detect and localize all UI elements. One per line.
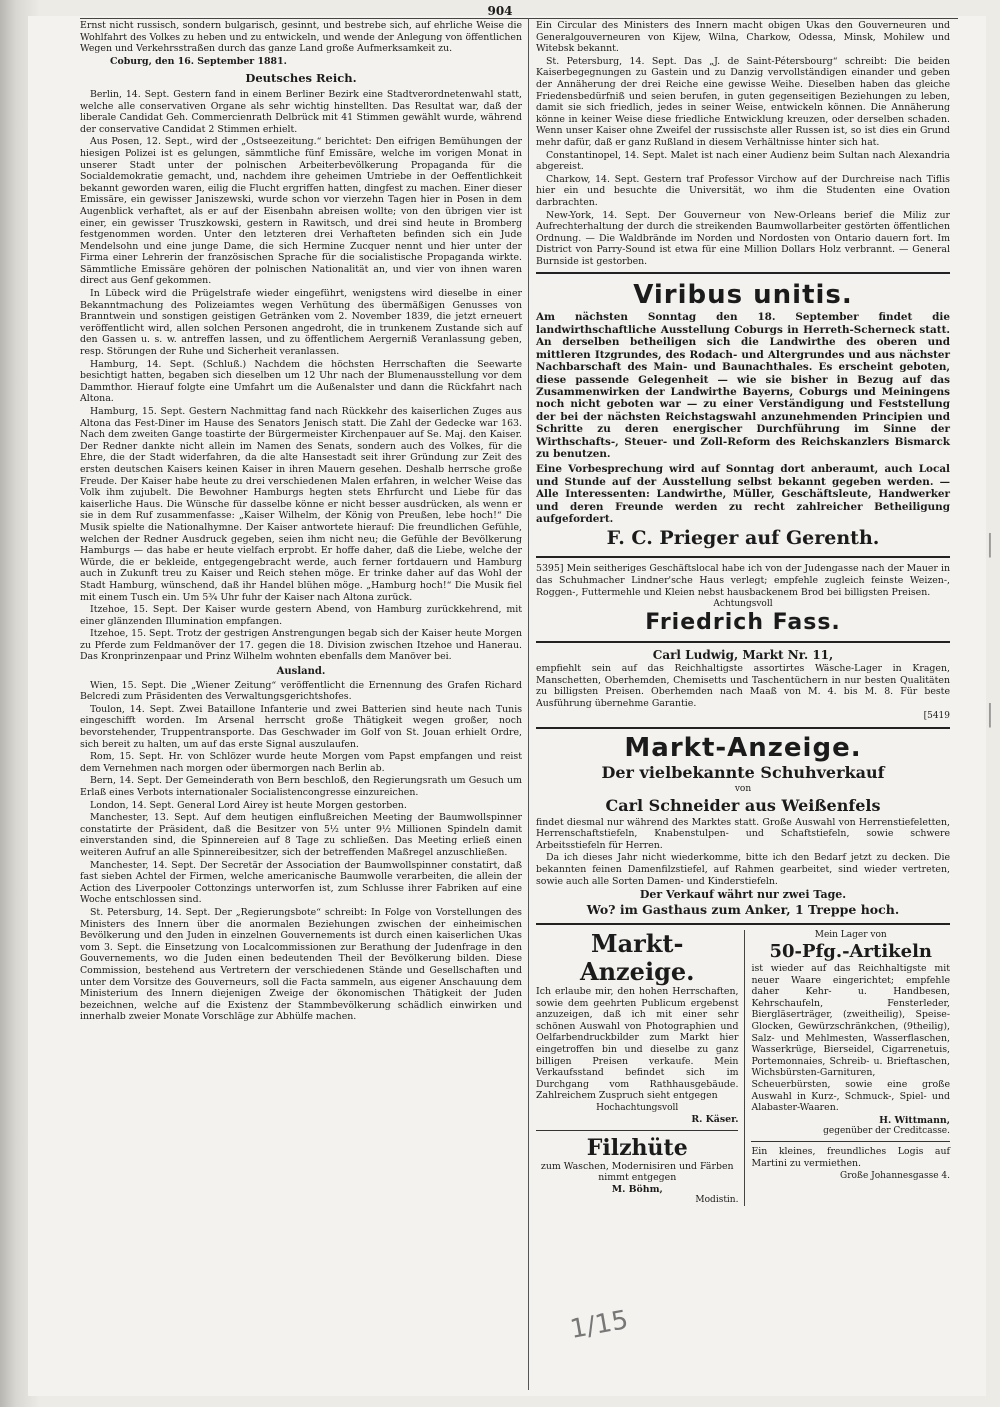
ludwig-text: empfiehlt sein auf das Reichhaltigste assortirtes Wäsche-Lager in Kragen, Manschetten, Oberhemden, Chemisetts und Taschentüchern in nur besten Qualitäten zu billigsten Preisen. Oberhemden nach Maaß von M. 4. bis M. 8. Für beste Ausführung übernehme Garantie. [536,663,950,709]
news-circular: Ein Circular des Ministers des Innern macht obigen Ukas den Gouverneuren und Generalgouverneuren von Kijew, Wilna, Charkow, Odessa, Minsk, Mohilew und Witebsk bekannt. [536,20,950,55]
news-charkow: Charkow, 14. Sept. Gestern traf Professor Virchow auf der Durchreise nach Tiflis hier ein und besuchte die Universität, wo ihm die Studenten eine Ovation darbrachten. [536,173,950,208]
section-heading-reich: Deutsches Reich. [245,71,357,86]
ad-separator [536,641,950,643]
lager-ad [744,930,950,1206]
news-bern: Bern, 14. Sept. Der Gemeinderath von Bern beschloß, den Regierungsrath um Gesuch um Erlaß eines Verbots internationaler Socialistencongresse einzureichen. [80,775,522,798]
ad-separator [536,923,950,925]
news-manchester-1: Manchester, 13. Sept. Auf dem heutigen einflußreichen Meeting der Baumwollspinner constatirte der Präsident, daß die Besitzer von 5½ unter 9½ Millionen Spindeln damit einverstanden sind, die Spinnereien auf 8 Tage zu schließen. Das Meeting erließ einen weiteren Aufruf an alle Spinnereibesitzer, sich der betreffenden Maßregel anzuschließen. [80,812,522,858]
news-petersburg-2: St. Petersburg, 14. Sept. Das „J. de Saint-Pétersbourg“ schreibt: Die beiden Kaiserbegegnungen zu Gastein und zu Danzig vervollständigen einander und geben der Annäherung der drei Reiche eine gewisse Weihe. Dieselben haben das gleiche Friedensbedürfniß und seien berufen, in guten gegenseitigen Beziehungen zu leben, damit sie sich friedlich, jedes in seiner Weise, entwickeln können. Die Annäherung könne in keiner Weise diese friedliche Entwicklung kreuzen, oder derselben schaden. Wenn unser Kaiser ohne Zweifel der russischste aller Russen ist, so ist dies ein Grund mehr dafür, daß er ganz Rußland in diesem Verhältnisse hinter sich hat. [536,55,950,148]
ad-separator [751,1141,950,1142]
markt2-ad [536,930,738,1206]
markt1-text-2: Da ich dieses Jahr nicht wiederkomme, bitte ich den Bedarf jetzt zu decken. Die bekannten feinen Damenfilzstiefel, auf Rahmen gearbeitet, sind wieder vertreten, sowie auch alle Sorten Damen- und Kinderstiefeln. [536,852,950,887]
ludwig-ref: [5419 [923,710,950,721]
news-itzehoe-2: Itzehoe, 15. Sept. Trotz der gestrigen Anstrengungen begab sich der Kaiser heute Morgen zu Pferde zum Feldmanöver der 17. gegen die 18. Division zwischen Itzehoe und Hanerau. Das Kronprinzenpaar und Prinz Wilhelm wohnten ebenfalls dem Manöver bei. [80,628,522,663]
markt2-name: R. Käser. [691,1114,739,1126]
margin-mark: | [985,530,994,558]
news-posen: Aus Posen, 12. Sept., wird der „Ostseezeitung.“ berichtet: Den eifrigen Bemühungen der hiesigen Polizei ist es gelungen, sämmtliche fünf Emissäre, welche im vorigen Monat in unserer Stadt unter der polnischen Arbeiterbevölkerung Propaganda für die Socialdemokratie gemacht, und, nachdem ihre geheimen Umtriebe in der Oeffentlichkeit bekannt geworden waren, eilig die Flucht ergriffen hatten, dingfest zu machen. Einer dieser Emissäre, ein gewisser Janiszewski, wurde schon vor vierzehn Tagen hier in Posen in dem Augenblick verhaftet, als er auf der Eisenbahn abreisen wollte; von den übrigen vier ist einer, ein gewisser Truszkowski, gestern in Rawitsch, und drei sind heute in Bromberg festgenommen worden. Unter den letzteren drei Verhafteten befinden sich ein Jude Mendelsohn und eine junge Dame, die sich Hermine Zucquer nennt und hier unter der Firma einer Lehrerin der französischen Sprache für die socialistische Propaganda wirkte. Sämmtliche Emissäre gehören der polnischen Nationalität an, und vier von ihnen waren direct aus Genf gekommen. [80,136,522,287]
date-line: Coburg, den 16. September 1881. [110,55,287,67]
article-intro: Ernst nicht russisch, sondern bulgarisch, gesinnt, und bestrebe sich, auf ehrliche Weise die Wohlfahrt des Volkes zu heben und zu entwickeln, und wende der Anlegung von öffentlichen Wegen und Verkehrsstraßen durch das ganze Land große Aufmerksamkeit zu. [80,20,522,55]
lager-title: 50-Pfg.-Artikeln [769,941,933,963]
news-hamburg-1: Hamburg, 14. Sept. (Schluß.) Nachdem die höchsten Herrschaften die Seewarte besichtigt hatten, begaben sich dieselben um 12 Uhr nach der Blumenausstellung vor dem Dammthor. Hierauf folgte eine Umfahrt um die Außenalster und dann die Rückfahrt nach Altona. [80,358,522,405]
logis-address: Große Johannesgasse 4. [840,1170,950,1181]
right-column [536,20,950,1206]
markt2-greeting: Hochachtungsvoll [596,1103,679,1114]
ad-separator [536,727,950,729]
ad-separator [536,556,950,558]
bottom-ads [536,930,950,1206]
news-petersburg: St. Petersburg, 14. Sept. Der „Regierungsbote“ schreibt: In Folge von Vorstellungen des Ministers des Innern über die anormalen Beziehungen zwischen der einheimischen Bevölkerung und den Juden in einzelnen Gouvernements ist durch einen kaiserlichen Ukas vom 3. Sept. die Einsetzung von Localcommissionen zur Berathung der Judenfrage in den Gouvernements, wo die Juden einen bedeutenden Theil der Bevölkerung bilden. Diese Commission, bestehend aus Vertretern der verschiedenen Stände und Gesellschaften und unter dem Vorsitze des Gouverneurs, soll die Facta sammeln, aus eigener Anschauung dem Ministerium des Innern diejenigen Zweige der ökonomischen Thätigkeit der Juden bezeichnen, welche auf die Existenz der Stammbevölkerung schädlich einwirken und innerhalb zweier Monate Vorschläge zur Abhülfe machen. [80,906,522,1023]
news-hamburg-2: Hamburg, 15. Sept. Gestern Nachmittag fand nach Rückkehr des kaiserlichen Zuges aus Altona das Fest-Diner im Hause des Senators Jenisch statt. Die Zahl der Gedecke war 163. Nach dem zweiten Gange toastirte der Bürgermeister Kirchenpauer auf Se. Maj. den Kaiser. Der Redner dankte nicht allein im Namen des Senats, sondern auch des Volkes, für die Ehre, die der Stadt widerfahren, da die alte Hansestadt seit ihrer Gründung zur Zeit des ersten deutschen Kaisers keinen Kaiser in ihren Mauern gesehen. Deshalb herrsche große Freude. Der Kaiser habe heute zu drei verschiedenen Malen erfahren, in welcher Weise das Volk ihm zujubelt. Die Bewohner Hamburgs hegten stets Ehrfurcht und Liebe für das kaiserliche Haus. Die Wünsche für dasselbe könne er nicht besser ausdrücken, als wenn er sie in dem Ruf zusammenfasse: „Kaiser Wilhelm, der König von Preußen, lebe hoch!“ Die Musik spielte die Nationalhymne. Der Kaiser antwortete hierauf: Die freundlichen Gefühle, welchen der Redner Ausdruck gegeben, seien ihm nicht neu; die Gefühle der Bevölkerung Hamburgs — das habe er heute vielfach erprobt. Er hoffe daher, daß die Liebe, welche der Würde, die er bekleide, entgegengebracht werde, auch ferner fortdauern und Hamburg auch in Zukunft treu zu Kaiser und Reich stehen möge. Er trinke daher auf das Wohl der Stadt Hamburg, wünschend, daß ihr Handel blühen möge. „Hamburg hoch!“ Die Musik fiel mit einem Tusch ein. Um 5¾ Uhr fuhr der Kaiser nach Altona zurück. [80,406,522,603]
markt2-text: Ich erlaube mir, den hohen Herrschaften, sowie dem geehrten Publicum ergebenst anzuzeigen, daß ich mit einer sehr schönen Auswahl von Photographien und Oelfarbendruckbilder zum Markt hier eingetroffen bin und dieselbe zu ganz billigen Preisen verkaufe. Mein Verkaufsstand befindet sich im Durchgang vom Rathhausgebäude. Zahlreichem Zuspruch sieht entgegen [536,986,739,1102]
markt1-duration: Der Verkauf währt nur zwei Tage. [639,888,847,902]
news-luebeck: In Lübeck wird die Prügelstrafe wieder eingeführt, wenigstens wird dieselbe in einer Bekanntmachung des Polizeiamtes wegen Verhütung des übermäßigen Genusses von Branntwein und sonstigen geistigen Getränken vom 2. November 1839, die jetzt erneuert veröffentlicht wird, allen solchen Personen angedroht, die in trunkenem Zustande sich auf den Gassen u. s. w. antreffen lassen, und zu öffentlichem Aergerniß Veranlassung geben, resp. Störungen der Ruhe und Sicherheit veranlassen. [80,288,522,358]
ludwig-name: Carl Ludwig, Markt Nr. 11, [652,648,834,663]
logis-text: Ein kleines, freundliches Logis auf Martini zu vermiethen. [751,1146,950,1169]
markt1-title: Markt-Anzeige. [624,732,862,763]
markt1-subtitle: Der vielbekannte Schuhverkauf [601,762,885,782]
viribus-title: Viribus unitis. [633,280,853,311]
filz-role: Modistin. [695,1195,739,1206]
markt1-text: findet diesmal nur während des Marktes statt. Große Auswahl von Herrenstiefeletten, Herrenschaftstiefeln, Knabenstulpen- und Schaftstiefeln, sowie schwere Arbeitsstiefeln für Herren. [536,816,950,851]
page-number: 904 [487,4,513,18]
news-manchester-2: Manchester, 14. Sept. Der Secretär der Association der Baumwollspinner constatirt, daß fast sieben Achtel der Firmen, welche americanische Baumwolle verarbeiten, die allein der Action des Liverpooler Cottonzings unterworfen ist, zum Schlusse ihrer Fabriken auf eine Woche entschlossen sind. [80,859,522,906]
viribus-signature: F. C. Prieger auf Gerenth. [606,527,880,550]
lager-top: Mein Lager von [814,930,887,941]
pencil-mark: 1/15 [567,1305,631,1345]
column-divider [528,18,529,1390]
markt1-von: von [734,783,752,794]
news-berlin: Berlin, 14. Sept. Gestern fand in einem Berliner Bezirk eine Stadtverordnetenwahl statt, welche alle conservativen Organe als sehr wichtig hinstellten. Das Resultat war, daß der liberale Candidat Geh. Commercienrath Delbrück mit 41 Stimmen gewählt wurde, während der conservative Candidat 2 Stimmen erhielt. [80,88,522,135]
filz-name: M. Böhm, [611,1183,663,1195]
section-heading-ausland: Ausland. [276,666,326,678]
lager-text: ist wieder auf das Reichhaltigste mit neuer Waare eingerichtet; empfehle daher Kehr- u. Handbesen, Kehrschaufeln, Fensterleder, Biergläserträger, (zweitheilig), Speise-Glocken, Gewürzschränkchen, (9theilig), Salz- und Mehlmesten, Wasserflaschen, Wasserkrüge, Bierseidel, Cigarrenetuis, Portemonnaies, Schreib- u. Brieftaschen, Wichsbürsten-Garnituren, Scheuerbürsten, sowie eine große Auswahl in Kurz-, Schmuck-, Spiel- und Alabaster-Waaren. [751,963,950,1114]
markt1-location: Wo? im Gasthaus zum Anker, 1 Treppe hoch. [586,902,900,918]
news-toulon: Toulon, 14. Sept. Zwei Bataillone Infanterie und zwei Batterien sind heute nach Tunis eingeschifft worden. Im Arsenal herrscht große Thätigkeit wegen großer, noch bevorstehender, Truppentransporte. Das Geschwader im Golf von St. Jouan erhielt Ordre, sich bereit zu halten, um auf das erste Signal auszulaufen. [80,703,522,750]
ad-separator [536,1130,738,1131]
news-itzehoe-1: Itzehoe, 15. Sept. Der Kaiser wurde gestern Abend, von Hamburg zurückkehrend, mit einer glänzenden Illumination empfangen. [80,604,522,627]
news-constantinopel: Constantinopel, 14. Sept. Malet ist nach einer Audienz beim Sultan nach Alexandria abgereist. [536,149,950,173]
news-new-york: New-York, 14. Sept. Der Gouverneur von New-Orleans berief die Miliz zur Aufrechterhaltung der durch die streikenden Baumwollarbeiter gestörten öffentlichen Ordnung. — Die Waldbrände im Norden und Nordosten von Ontario dauern fort. Im District von Parry-Sound ist etwa für eine Million Dollars Holz verbrannt. — General Burnside ist gestorben. [536,209,950,267]
filz-title: Filzhüte [586,1134,688,1161]
lager-address: gegenüber der Creditcasse. [823,1126,950,1137]
markt2-title: Markt-Anzeige. [579,929,695,987]
markt1-name: Carl Schneider aus Weißenfels [605,795,881,815]
ad-separator [536,272,950,274]
news-wien: Wien, 15. Sept. Die „Wiener Zeitung“ veröffentlicht die Ernennung des Grafen Richard Belcredi zum Präsidenten des Verwaltungsgerichtshofes. [80,679,522,703]
margin-mark: | [985,700,994,728]
filz-text: zum Waschen, Modernisiren und Färben nimmt entgegen [540,1160,734,1184]
left-column [80,20,522,1024]
viribus-text-2: Eine Vorbesprechung wird auf Sonntag dort anberaumt, auch Local und Stunde auf der Ausstellung selbst bekannt gegeben werden. — Alle Interessenten: Landwirthe, Müller, Geschäftsleute, Handwerker und deren Freunde werden zu recht zahlreicher Betheiligung aufgefordert. [536,463,950,525]
top-rule [80,18,958,19]
fass-text: 5395] Mein seitheriges Geschäftslocal habe ich von der Judengasse nach der Mauer in das Schuhmacher Lindner'sche Haus verlegt; empfehle zugleich feinste Weizen-, Roggen-, Futtermehle und Kleien nebst hausbackenem Brod bei billigsten Preisen. [536,563,950,598]
fass-greeting: Achtungsvoll [713,599,773,610]
news-london: London, 14. Sept. General Lord Airey ist heute Morgen gestorben. [90,799,407,811]
news-rom: Rom, 15. Sept. Hr. von Schlözer wurde heute Morgen vom Papst empfangen und reist dem Vernehmen nach morgen oder übermorgen nach Berlin ab. [80,751,522,774]
viribus-text: Am nächsten Sonntag den 18. September findet die landwirthschaftliche Ausstellung Coburgs in Herreth-Scherneck statt. An derselben betheiligen sich die Landwirthe des oberen und mittleren Itzgrundes, des Rodach- und Altergrundes und aus nächster Nachbarschaft des Main- und Baunachthales. Es erscheint geboten, diese passende Gelegenheit — wie sie bisher in Bezug auf das Zusammenwirken der Landwirthe Bayerns, Coburgs und Meiningens noch nicht geboten war — zu einer Verständigung und Feststellung der bei der nächsten Reichstagswahl anzunehmenden Principien und Schritte zu deren energischer Durchführung im Sinne der Wirthschafts-, Steuer- und Zoll-Reform des Reichskanzlers Bismarck zu benutzen. [536,311,950,460]
fass-name: Friedrich Fass. [645,610,841,636]
lager-name: H. Wittmann, [879,1114,950,1126]
